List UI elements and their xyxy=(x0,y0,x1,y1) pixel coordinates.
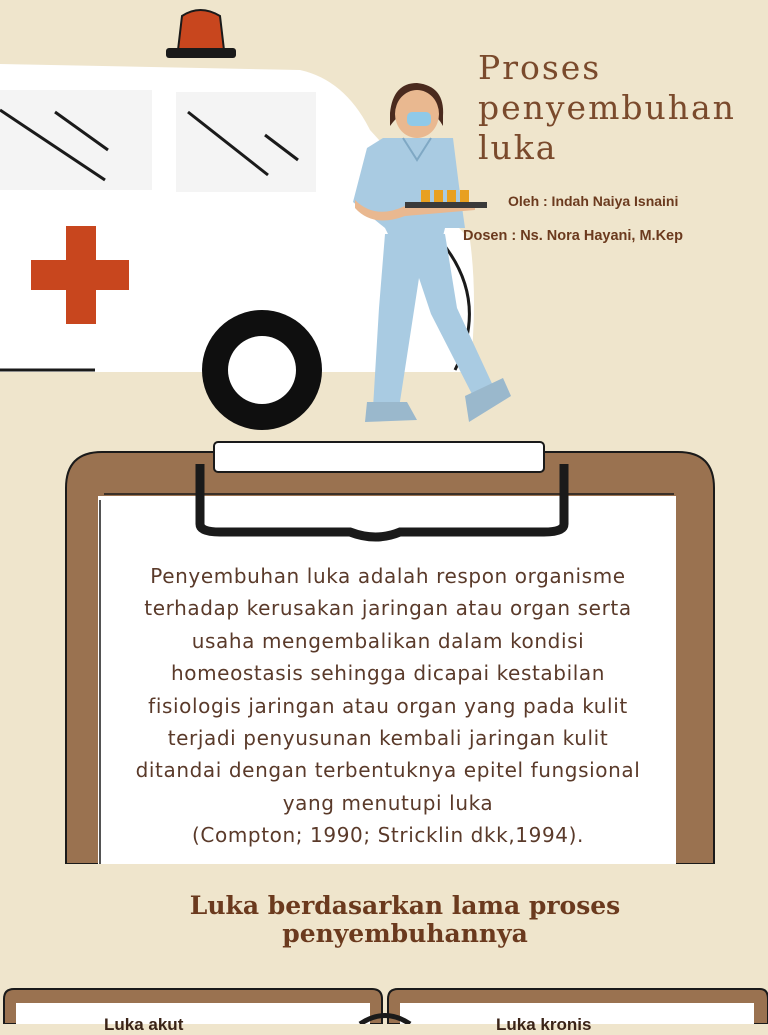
title-line: Proses xyxy=(478,48,602,87)
definition-line: (Compton; 1990; Stricklin dkk,1994). xyxy=(192,823,584,848)
section-title xyxy=(140,892,670,948)
definition-text xyxy=(104,560,672,852)
definition-line: yang menutupi luka xyxy=(282,790,494,815)
author-line: Oleh : Indah Naiya Isnaini xyxy=(508,193,679,209)
definition-line: Penyembuhan luka adalah respon organisme xyxy=(150,564,626,588)
section-title-line: penyembuhannya xyxy=(282,919,528,948)
lecturer-line: Dosen : Ns. Nora Hayani, M.Kep xyxy=(463,228,683,244)
section-title-line: Luka berdasarkan lama proses xyxy=(189,891,621,920)
definition-line: homeostasis sehingga dicapai kestabilan xyxy=(170,661,606,686)
definition-line: ditandai dengan terbentuknya epitel fungsional xyxy=(135,758,641,783)
title-line: penyembuhan xyxy=(478,88,736,127)
definition-line: usaha mengembalikan dalam kondisi xyxy=(191,628,585,653)
card-label-chronic: Luka kronis xyxy=(496,1015,592,1034)
card-label-acute: Luka akut xyxy=(104,1015,184,1034)
definition-line: fisiologis jaringan atau organ yang pada kulit xyxy=(148,693,628,718)
definition-line: terhadap kerusakan jaringan atau organ serta xyxy=(144,596,632,621)
title-line: luka xyxy=(478,128,558,167)
page-title xyxy=(478,48,758,168)
definition-line: terjadi penyusunan kembali jaringan kulit xyxy=(167,726,609,751)
